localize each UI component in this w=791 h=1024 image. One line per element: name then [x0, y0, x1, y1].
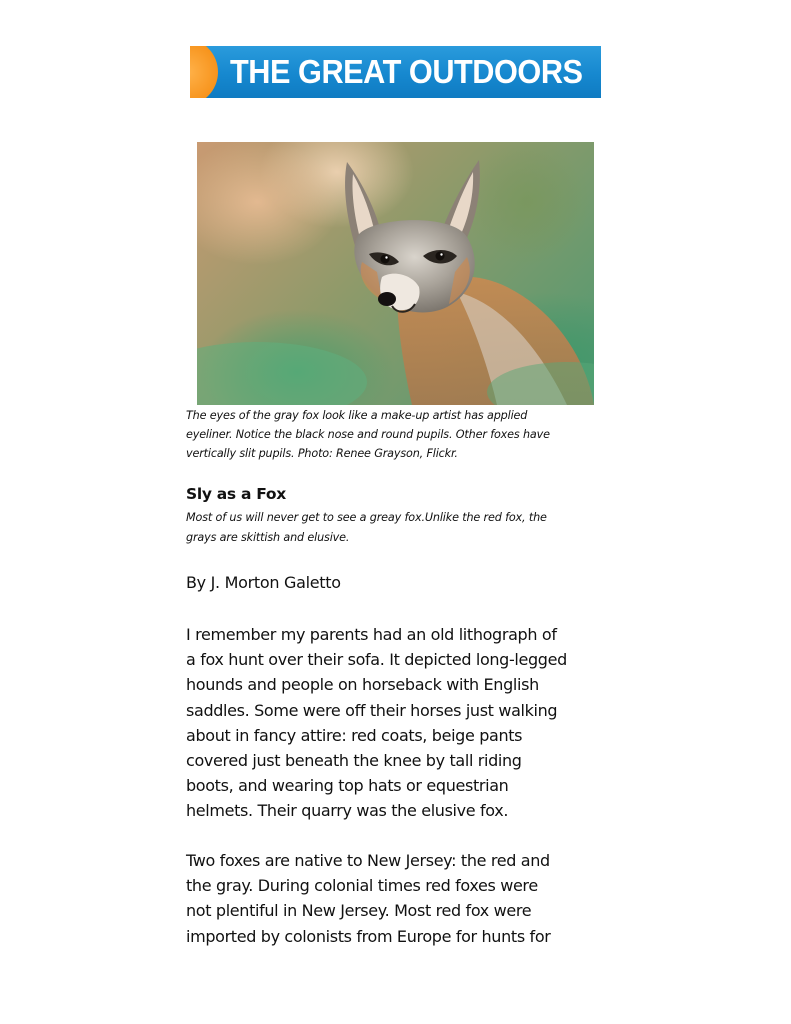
paragraph-line: I remember my parents had an old lithograph of: [186, 625, 557, 644]
paragraph-line: covered just beneath the knee by tall riding: [186, 751, 522, 771]
article-subtitle: [186, 508, 611, 547]
paragraph-line: about in fancy attire: red coats, beige pants: [186, 725, 523, 745]
paragraph-line: the gray. During colonial times red foxes were: [186, 876, 538, 896]
fox-illustration: [197, 142, 594, 405]
masthead-banner: [190, 46, 601, 98]
paragraph-line: boots, and wearing top hats or equestrian: [186, 776, 509, 796]
byline: By J. Morton Galetto: [186, 573, 341, 592]
caption-line: The eyes of the gray fox look like a make-up artist has applied: [186, 409, 528, 422]
subtitle-line: Most of us will never get to see a greay fox.Unlike the red fox, the: [186, 511, 547, 524]
caption-line: vertically slit pupils. Photo: Renee Grayson, Flickr.: [186, 447, 458, 460]
sun-logo-icon: [190, 46, 218, 98]
article-title: Sly as a Fox: [186, 485, 286, 503]
paragraph-line: not plentiful in New Jersey. Most red fox were: [186, 901, 532, 921]
body-paragraph-1: [186, 622, 611, 824]
subtitle-line: grays are skittish and elusive.: [186, 530, 350, 544]
paragraph-line: saddles. Some were off their horses just walking: [186, 700, 558, 720]
body-paragraph-2: [186, 848, 611, 949]
masthead-title: THE GREAT OUTDOORS: [230, 53, 583, 90]
paragraph-line: imported by colonists from Europe for hunts for: [186, 926, 551, 946]
gray-fox-photo: [197, 142, 594, 405]
paragraph-line: Two foxes are native to New Jersey: the red and: [186, 851, 550, 870]
photo-caption: [186, 406, 611, 463]
paragraph-line: helmets. Their quarry was the elusive fox.: [186, 801, 509, 821]
paragraph-line: a fox hunt over their sofa. It depicted long-legged: [186, 650, 567, 670]
paragraph-line: hounds and people on horseback with English: [186, 675, 539, 695]
caption-line: eyeliner. Notice the black nose and round pupils. Other foxes have: [186, 428, 550, 441]
